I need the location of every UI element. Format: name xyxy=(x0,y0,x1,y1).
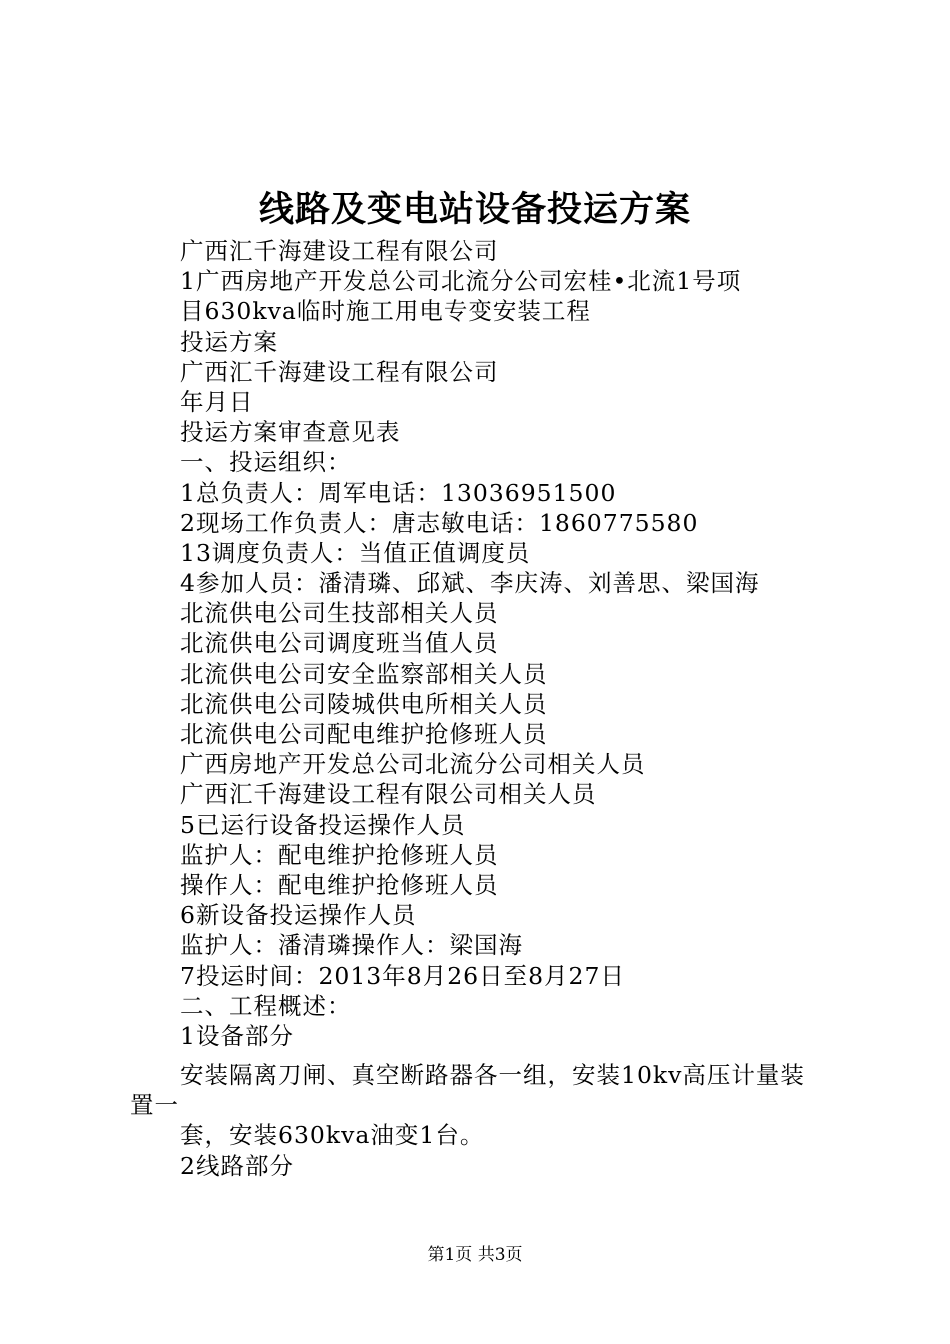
text-line: 2线路部分 xyxy=(180,1151,294,1180)
text-line: 广西汇千海建设工程有限公司 xyxy=(180,237,499,265)
text-line: 广西房地产开发总公司北流分公司相关人员 xyxy=(180,750,646,779)
text-line: 监护人：配电维护抢修班人员 xyxy=(180,840,499,869)
text-line: 北流供电公司配电维护抢修班人员 xyxy=(180,720,548,748)
text-line: 广西汇千海建设工程有限公司相关人员 xyxy=(180,780,597,809)
equipment-paragraph xyxy=(130,1060,850,1181)
text-line: 置一 xyxy=(130,1091,179,1120)
text-line: 6新设备投运操作人员 xyxy=(180,901,417,930)
document-body xyxy=(180,236,840,1051)
text-line: 7投运时间：2013年8月26日至8月27日 xyxy=(180,961,625,990)
text-line: 套，安装630kva油变1台。 xyxy=(180,1121,485,1150)
text-line: 1设备部分 xyxy=(180,1021,294,1050)
text-line: 操作人：配电维护抢修班人员 xyxy=(180,870,499,899)
text-line: 1总负责人：周军电话：13036951500 xyxy=(180,478,617,507)
section-heading: 二、工程概述： xyxy=(180,991,352,1020)
text-line: 北流供电公司陵城供电所相关人员 xyxy=(180,689,548,718)
text-line: 广西汇千海建设工程有限公司 xyxy=(180,357,499,386)
document-title: 线路及变电站设备投运方案 xyxy=(258,189,691,230)
text-line: 年月日 xyxy=(180,387,254,416)
text-line: 目630kva临时施工用电专变安装工程 xyxy=(180,297,591,326)
text-line: 5已运行设备投运操作人员 xyxy=(180,810,466,839)
text-line: 投运方案 xyxy=(180,327,278,356)
text-line: 2现场工作负责人：唐志敏电话：1860775580 xyxy=(180,508,699,537)
text-line: 4参加人员：潘清璘、邱斌、李庆涛、刘善思、梁国海 xyxy=(180,569,760,598)
text-line: 1广西房地产开发总公司北流分公司宏桂•北流1号项 xyxy=(180,267,742,296)
text-line: 安装隔离刀闸、真空断路器各一组，安装10kv高压计量装 xyxy=(180,1061,805,1089)
text-line: 13调度负责人：当值正值调度员 xyxy=(180,538,531,567)
text-line: 北流供电公司生技部相关人员 xyxy=(180,599,499,628)
text-line: 北流供电公司调度班当值人员 xyxy=(180,629,499,658)
section-heading: 一、投运组织： xyxy=(180,448,352,477)
text-line: 北流供电公司安全监察部相关人员 xyxy=(180,659,548,688)
page-footer: 第1页 共3页 xyxy=(427,1245,523,1265)
text-line: 监护人：潘清璘操作人：梁国海 xyxy=(180,931,523,960)
text-line: 投运方案审查意见表 xyxy=(180,418,401,447)
